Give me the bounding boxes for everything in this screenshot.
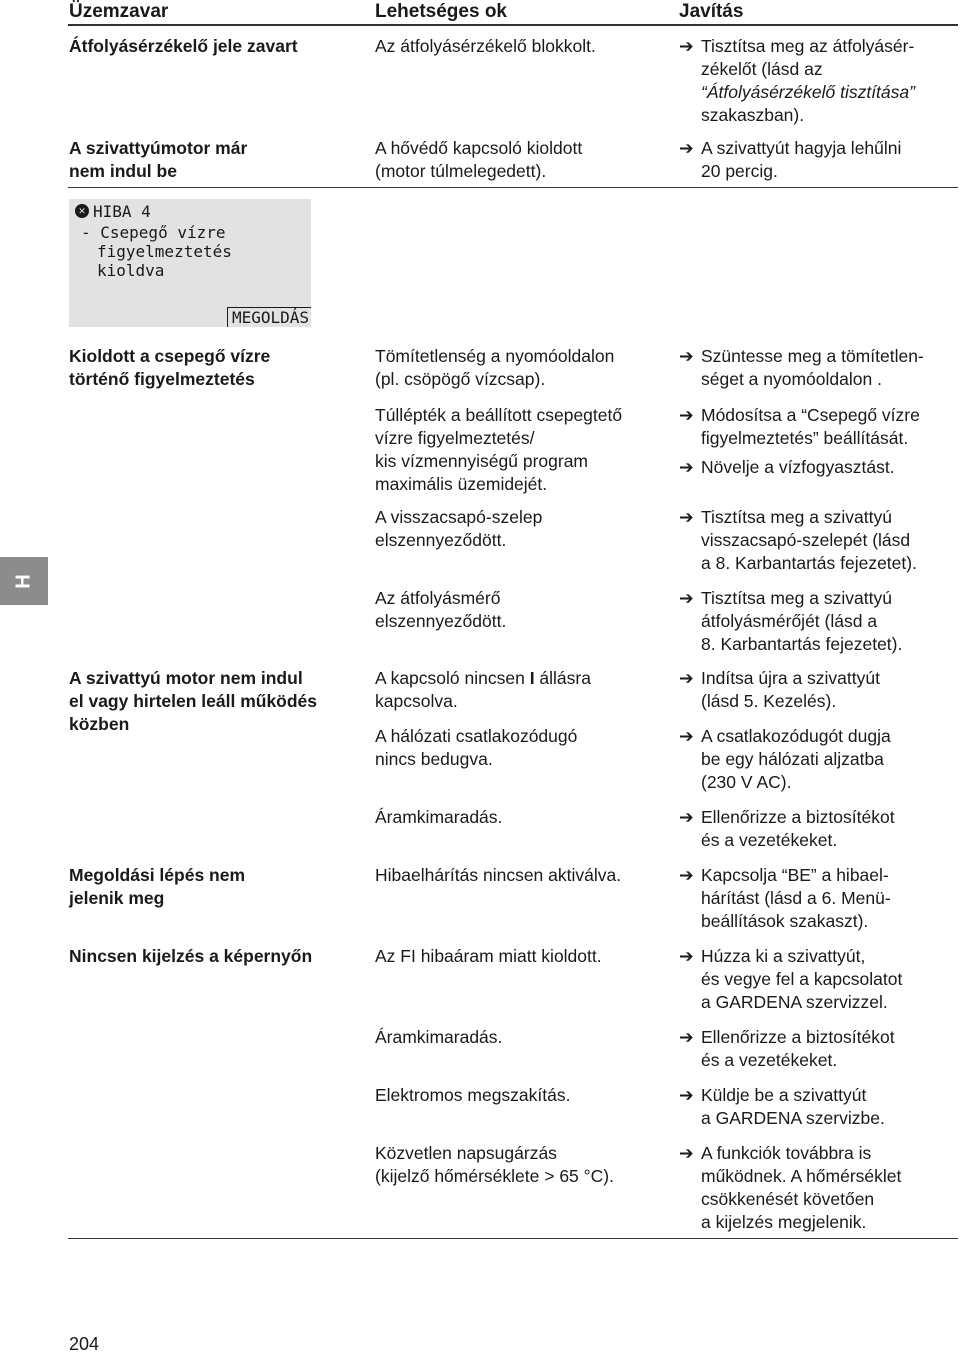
header-remedy: Javítás <box>679 1 744 22</box>
problem-drip-warning: Kioldott a csepegő vízre történő figyelmeztetés <box>69 346 271 389</box>
remedy-cool-down: ➔ A szivattyút hagyja lehűlni 20 percig. <box>679 138 902 181</box>
cause-thermal-switch: A hővédő kapcsoló kioldott (motor túlmelegedett). <box>375 138 583 181</box>
cause-flow-meter: Az átfolyásmérő elszennyeződött. <box>375 588 507 631</box>
remedy-send-to-service: ➔ Küldje be a szivattyút a GARDENA szervizbe. <box>679 1085 885 1128</box>
display-line: figyelmeztetés <box>97 242 232 261</box>
arrow-icon: ➔ <box>679 865 694 885</box>
header-rule <box>68 24 958 26</box>
cause-electrical-break: Elektromos megszakítás. <box>375 1085 571 1105</box>
page-number: 204 <box>69 1334 100 1354</box>
cause-power-outage-2: Áramkimaradás. <box>375 1027 503 1047</box>
arrow-icon: ➔ <box>679 1143 694 1163</box>
arrow-icon: ➔ <box>679 457 694 477</box>
arrow-icon: ➔ <box>679 346 694 366</box>
cause-switch-position: A kapcsoló nincsen I állásra kapcsolva. <box>375 668 591 711</box>
cause-troubleshooting-off: Hibaelhárítás nincsen aktiválva. <box>375 865 622 885</box>
cause-check-valve: A visszacsapó-szelep elszennyeződött. <box>375 507 543 550</box>
arrow-icon: ➔ <box>679 405 694 425</box>
arrow-icon: ➔ <box>679 726 694 746</box>
arrow-icon: ➔ <box>679 138 694 158</box>
remedy-contact-service: ➔ Húzza ki a szivattyút, és vegye fel a kapcsolatot a GARDENA szervizzel. <box>679 946 903 1012</box>
remedy-leak: ➔ Szüntesse meg a tömítetlen- séget a nyomóoldalon . <box>679 346 924 389</box>
display-title: HIBA 4 <box>93 202 151 221</box>
remedy-change-setting: ➔ Módosítsa a “Csepegő vízre figyelmeztetés” beállítását. <box>679 405 920 448</box>
remedy-enable-troubleshooting: ➔ Kapcsolja “BE” a hibael- hárítást (lásd a 6. Menü- beállítások szakaszt). <box>679 865 891 931</box>
arrow-icon: ➔ <box>679 1085 694 1105</box>
display-screenshot <box>69 199 311 327</box>
arrow-icon: ➔ <box>679 588 694 608</box>
remedy-plug-in: ➔ A csatlakozódugót dugja be egy hálózati aljzatba (230 V AC). <box>679 726 891 792</box>
header-cause: Lehetséges ok <box>375 1 507 22</box>
problem-no-solution-step: Megoldási lépés nem jelenik meg <box>69 865 246 908</box>
arrow-icon: ➔ <box>679 807 694 827</box>
error-x-icon: ✕ <box>75 204 89 218</box>
cause-leak: Tömítetlenség a nyomóoldalon (pl. csöpögő vízcsap). <box>375 346 615 389</box>
table-bottom-rule <box>68 1238 958 1239</box>
display-softkey-label: MEGOLDÁS <box>227 307 311 327</box>
language-side-tab: H <box>0 557 48 605</box>
problem-no-display: Nincsen kijelzés a képernyőn <box>69 946 313 966</box>
problem-motor-stops: A szivattyú motor nem indul el vagy hirtelen leáll működés közben <box>69 668 318 734</box>
cause-sunlight: Közvetlen napsugárzás (kijelző hőmérséklete > 65 °C). <box>375 1143 614 1186</box>
arrow-icon: ➔ <box>679 1027 694 1047</box>
remedy-check-fuse-2: ➔ Ellenőrizze a biztosítékot és a vezetékeket. <box>679 1027 895 1070</box>
remedy-clean-check-valve: ➔ Tisztítsa meg a szivattyú visszacsapó-szelepét (lásd a 8. Karbantartás fejezetet). <box>679 507 917 573</box>
remedy-clean-flow-meter: ➔ Tisztítsa meg a szivattyú átfolyásmérőjét (lásd a 8. Karbantartás fejezetet). <box>679 588 903 654</box>
arrow-icon: ➔ <box>679 36 694 56</box>
remedy-restart: ➔ Indítsa újra a szivattyút (lásd 5. Kezelés). <box>679 668 880 711</box>
remedy-increase-consumption: ➔ Növelje a vízfogyasztást. <box>679 457 895 477</box>
section-rule <box>68 187 958 188</box>
remedy-wait-cooling: ➔ A funkciók továbbra is működnek. A hőmérséklet csökkenését követően a kijelzés megjelenik. <box>679 1143 902 1232</box>
cause-flow-sensor: Az átfolyásérzékelő blokkolt. <box>375 36 596 56</box>
arrow-icon: ➔ <box>679 668 694 688</box>
cause-plug: A hálózati csatlakozódugó nincs bedugva. <box>375 726 578 769</box>
cause-power-outage: Áramkimaradás. <box>375 807 503 827</box>
remedy-flow-sensor: ➔ Tisztítsa meg az átfolyásér- zékelőt (lásd az “Átfolyásérzékelő tisztítása” szakaszban). <box>679 36 915 125</box>
display-line: - Csepegő vízre <box>81 223 226 242</box>
arrow-icon: ➔ <box>679 507 694 527</box>
display-line: kioldva <box>97 261 165 280</box>
cause-runtime-exceeded: Túllépték a beállított csepegtető vízre figyelmeztetés/ kis vízmennyiségű program maximális üzemidejét. <box>375 405 623 494</box>
arrow-icon: ➔ <box>679 946 694 966</box>
problem-motor-not-start: A szivattyúmotor már nem indul be <box>69 138 248 181</box>
cause-rcd-tripped: Az FI hibaáram miatt kioldott. <box>375 946 602 966</box>
remedy-check-fuse: ➔ Ellenőrizze a biztosítékot és a vezetékeket. <box>679 807 895 850</box>
problem-flow-sensor: Átfolyásérzékelő jele zavart <box>69 36 298 56</box>
header-problem: Üzemzavar <box>69 1 169 22</box>
